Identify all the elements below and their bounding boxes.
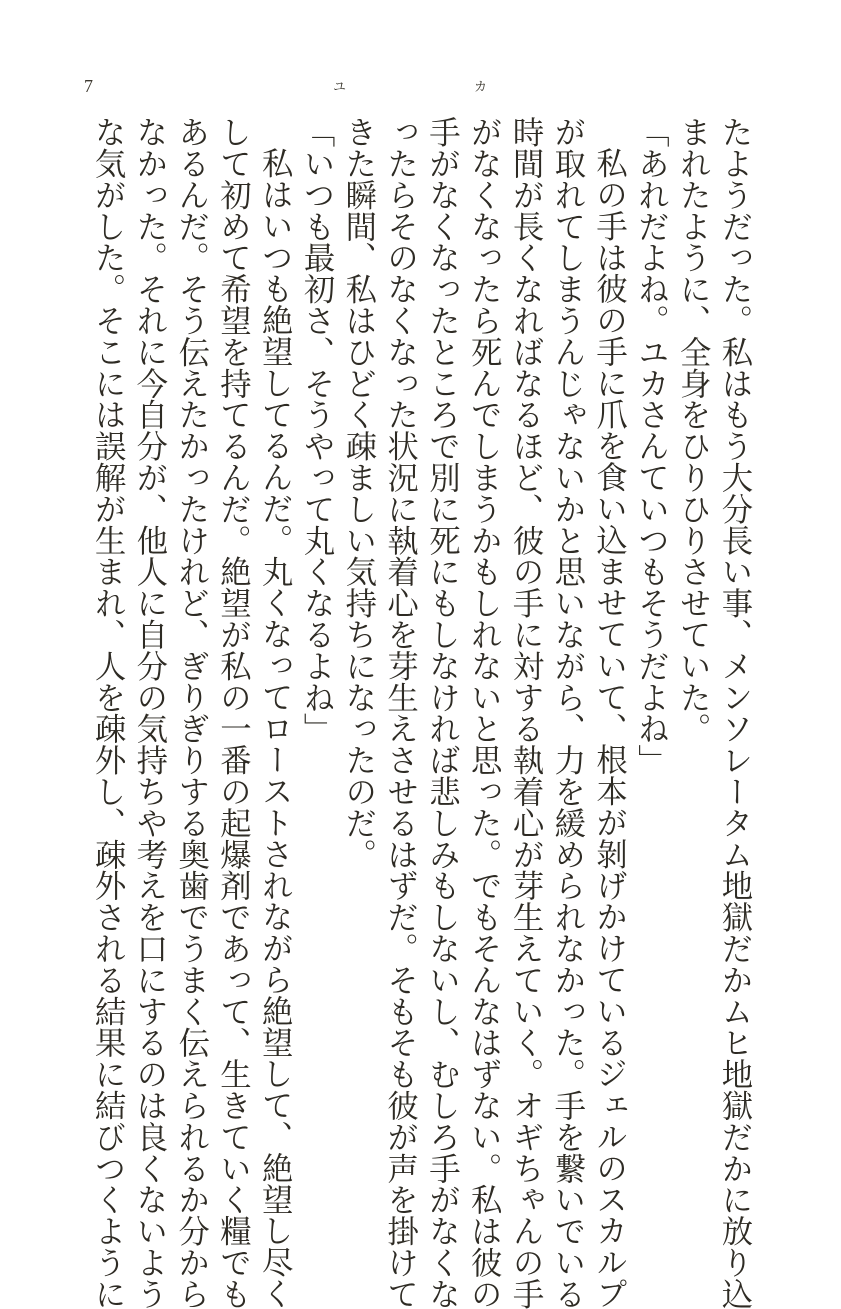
vertical-text-body: [84, 116, 754, 1309]
text-line: たようだった。私はもう大分長い事、メンソレータム地獄だかムヒ地獄だかに放り込: [716, 116, 752, 1309]
text-line: 時間が長くなればなるほど、彼の手に対する執着心が芽生えていく。オギちゃんの手: [507, 116, 544, 1309]
text-line: 手がなくなったところで別に死にもしなければ悲しみもしないし、むしろ手がなくな: [423, 116, 460, 1309]
text-line: きた瞬間、私はひどく疎ましい気持ちになったのだ。: [339, 116, 376, 870]
text-line: 「いつも最初さ、そうやって丸くなるよね」: [298, 116, 335, 744]
text-line: して初めて希望を持てるんだ。絶望が私の一番の起爆剤であって、生きていく糧でも: [214, 116, 251, 1309]
text-line: あるんだ。そう伝えたかったけれど、ぎりぎりする奥歯でうまく伝えられるか分から: [172, 116, 209, 1309]
page-number: 7: [84, 76, 93, 96]
text-line: まれたように、全身をひりひりさせていた。: [674, 116, 711, 744]
text-line: がなくなったら死んでしまうかもしれないと思った。でもそんなはずない。私は彼の: [465, 116, 502, 1309]
text-line: が取れてしまうんじゃないかと思いながら、力を緩められなかった。手を繋いでいる: [548, 116, 585, 1309]
text-line: 私の手は彼の手に爪を食い込ませていて、根本が剝げかけているジェルのスカルプ: [590, 147, 627, 1309]
text-line: ったらそのなくなった状況に執着心を芽生えさせるはずだ。そもそも彼が声を掛けて: [381, 116, 418, 1309]
text-line: な気がした。そこには誤解が生まれ、人を疎外し、疎外される結果に結びつくように: [89, 116, 126, 1309]
text-line: 「あれだよね。ユカさんていつもそうだよね」: [632, 116, 669, 776]
running-header-ka: カ: [474, 80, 488, 95]
text-line: 私はいつも絶望してるんだ。丸くなってローストされながら絶望して、絶望し尽く: [256, 147, 293, 1309]
running-header-yu: ユ: [333, 80, 347, 95]
text-line: なかった。それに今自分が、他人に自分の気持ちや考えを口にするのは良くないよう: [130, 116, 167, 1309]
